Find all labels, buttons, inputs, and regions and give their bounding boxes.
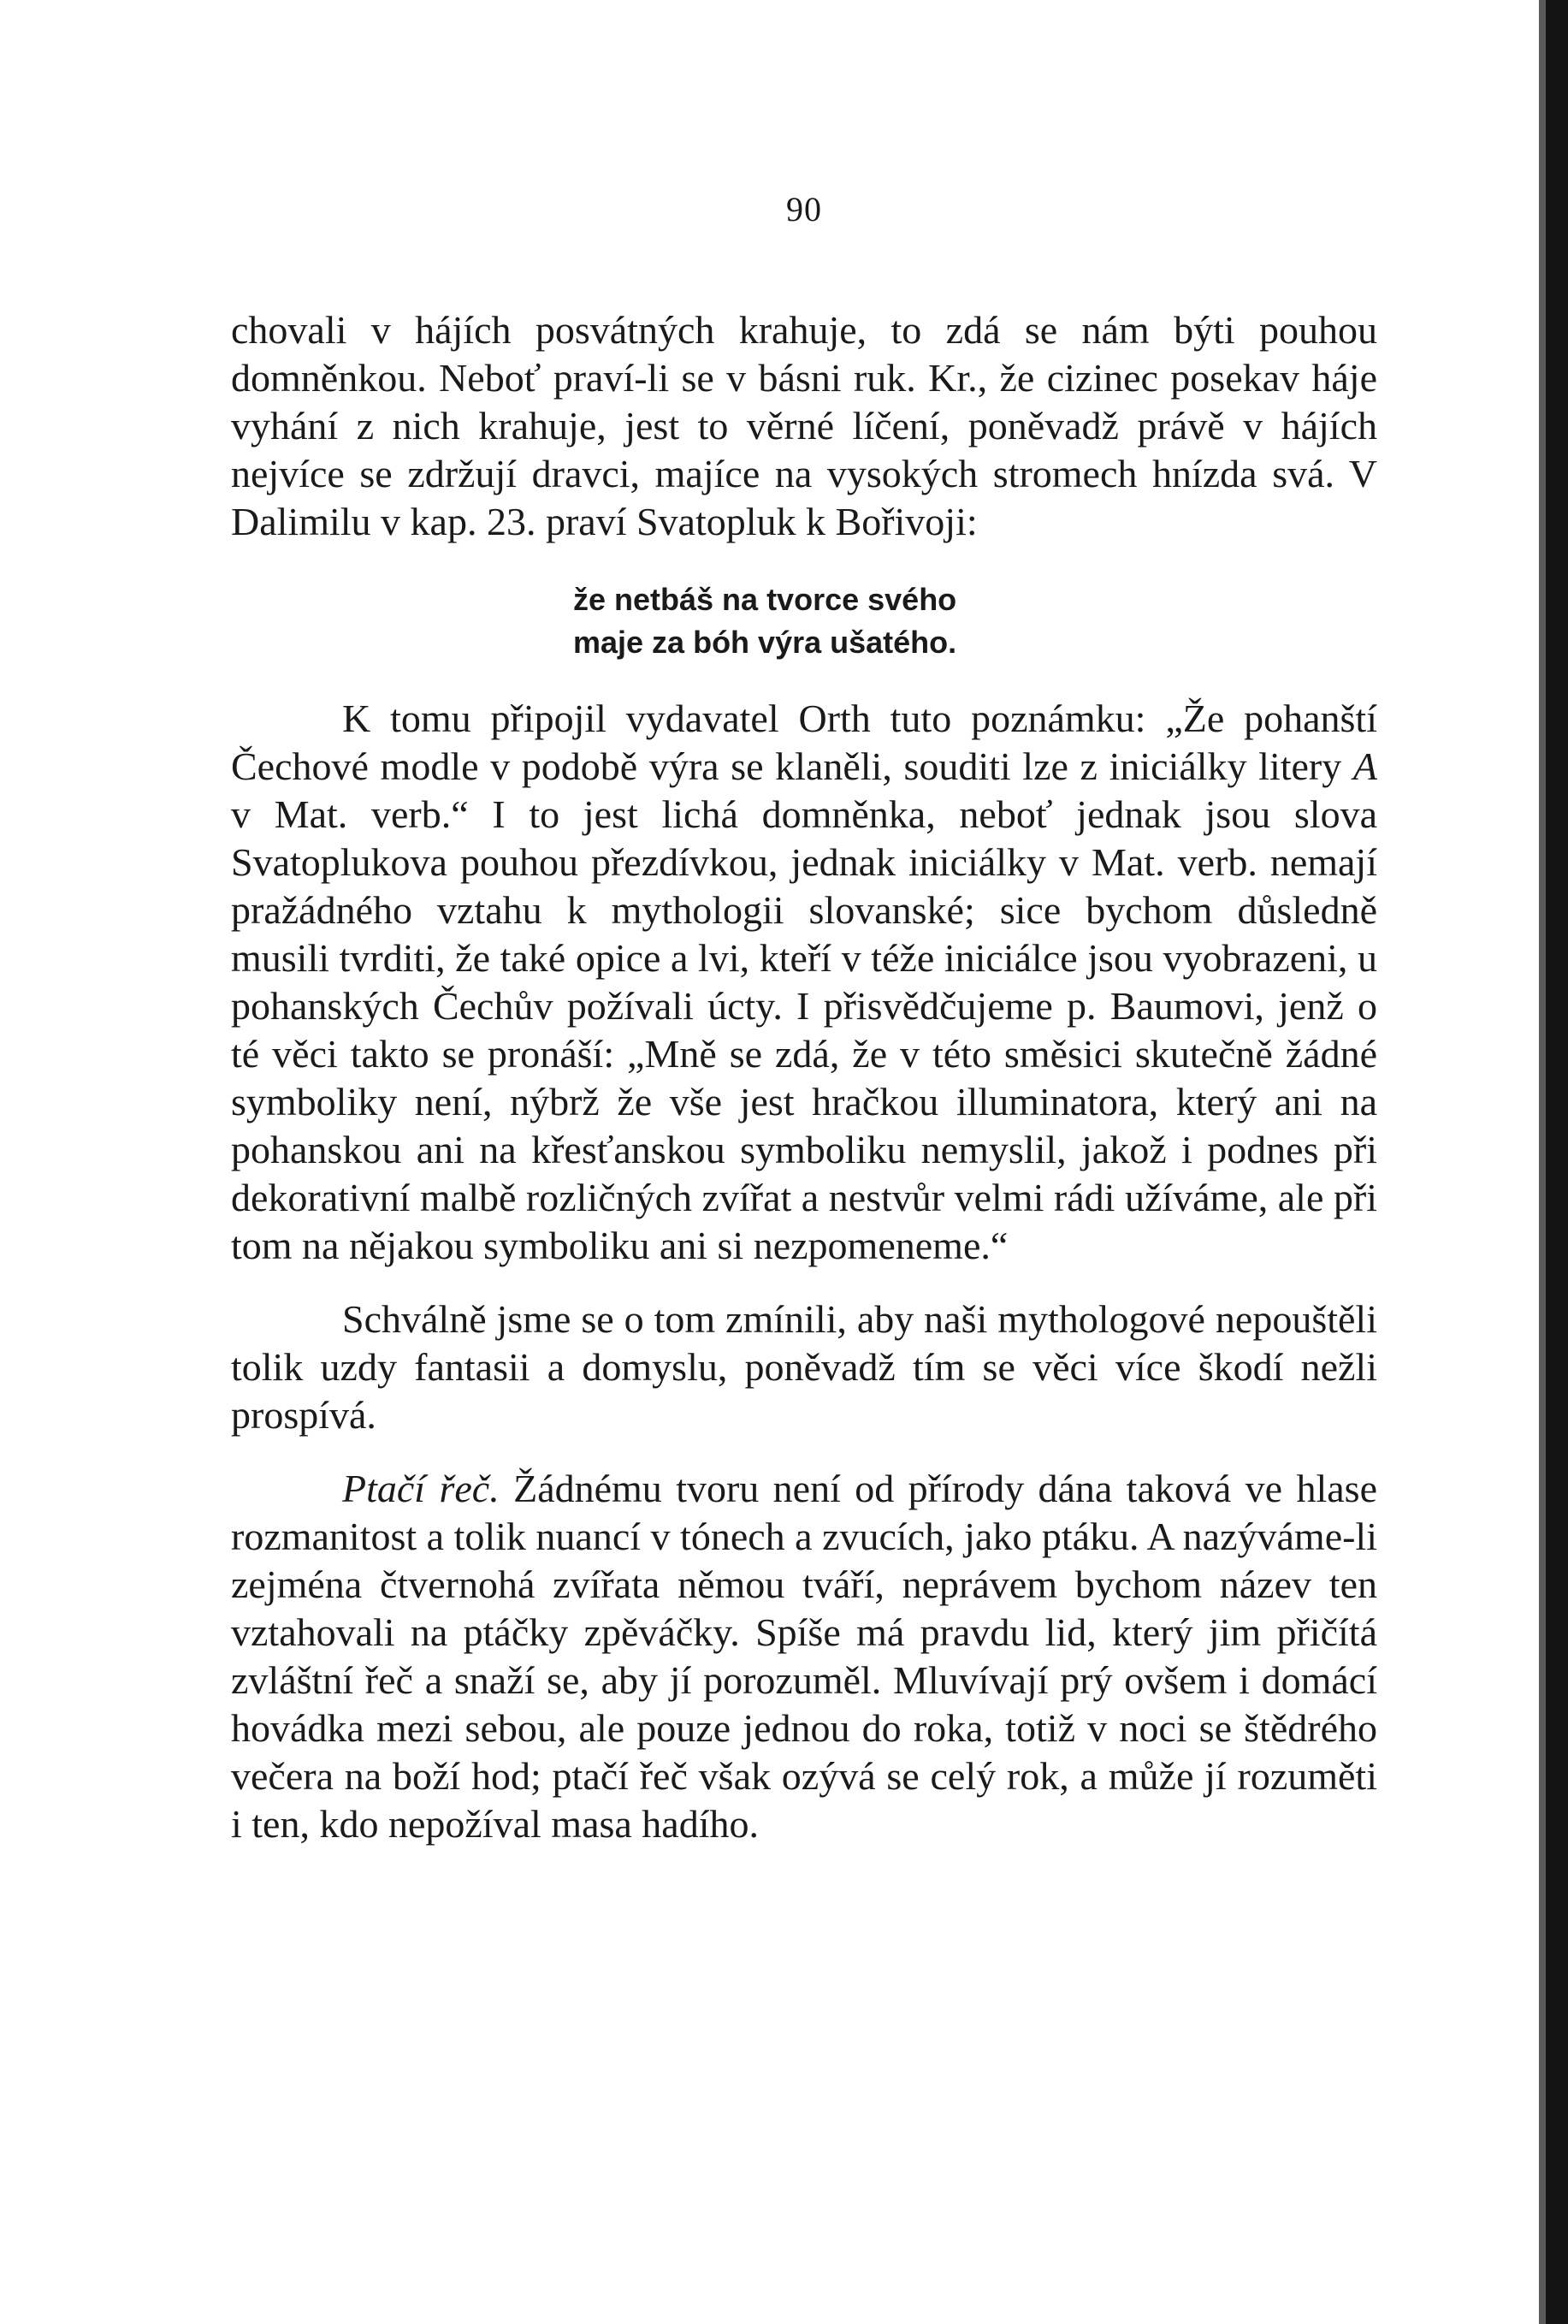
bird-speech-body: Žádnému tvoru není od přírody dána taková ve hlase rozmanitost a tolik nuancí v tónech a zvucích, jako ptáku. A nazýváme-li zejména čtvernohá zvířata němou tváří, neprávem bychom název ten vztahovali na ptáčky zpěváčky. Spíše má pravdu lid, který jim přičítá zvláštní řeč a snaží se, aby jí porozuměl. Mluvívají prý ovšem i domácí hovádka mezi sebou, ale pouze jednou do roka, totiž v noci se štědrého večera na boží hod; ptačí řeč však ozývá se celý rok, a může jí rozuměti i ten, kdo nepožíval masa hadího.: [231, 1467, 1377, 1846]
section-heading-bird-speech: Ptačí řeč.: [342, 1467, 500, 1510]
verse-line-1: že netbáš na tvorce svého: [573, 582, 957, 617]
paragraph-gap: [231, 1439, 1377, 1465]
paragraph-bird-speech: [231, 1465, 1377, 1848]
paragraph-orth-note: [231, 695, 1377, 1270]
scan-border-right: [1539, 0, 1568, 2324]
paragraph-continued: chovali v hájích posvátných krahuje, to zdá se nám býti pouhou domněnkou. Neboť praví-li se v básni ruk. Kr., že cizinec posekav háje vyhání z nich krahuje, jest to věrné líčení, poněvadž právě v hájích nejvíce se zdržují dravci, majíce na vysokých stromech hnízda svá. V Dalimilu v kap. 23. praví Svatopluk k Bořivoji:: [231, 308, 1377, 543]
verse-line-2: maje za bóh výra ušatého.: [573, 625, 957, 660]
scan-border-highlight: [1539, 0, 1546, 2324]
book-page: [231, 188, 1377, 1848]
orth-note-part-1: K tomu připojil vydavatel Orth tuto poznámku: „Že pohanští Čechové modle v podobě výra se klaněli, souditi lze z iniciálky litery: [231, 697, 1377, 788]
page-number: 90: [786, 190, 822, 228]
orth-note-initial-letter: A: [1352, 744, 1377, 788]
paragraph-mythologists: Schválně jsme se o tom zmínili, aby naši mythologové nepouštěli tolik uzdy fantasii a domyslu, poněvadž tím se věci více škodí nežli prospívá.: [231, 1297, 1377, 1437]
verse-quote: [231, 578, 1377, 664]
paragraph-gap: [231, 1270, 1377, 1295]
orth-note-part-2: v Mat. verb.“ I to jest lichá domněnka, neboť jednak jsou slova Svatoplukova pouhou přezdívkou, jednak iniciálky v Mat. verb. nemají pražádného vztahu k mythologii slovanské; sice bychom důsledně musili tvrditi, že také opice a lvi, kteří v téže iniciálce jsou vyobrazeni, u pohanských Čechův požívali úcty. I přisvědčujeme p. Baumovi, jenž o té věci takto se pronáší: „Mně se zdá, že v této směsici skutečně žádné symboliky není, nýbrž že vše jest hračkou illuminatora, který ani na pohanskou ani na křesťanskou symboliku nemyslil, jakož i podnes při dekorativní malbě rozličných zvířat a nestvůr velmi rádi užíváme, ale při tom na nějakou symboliku ani si nezpomeneme.“: [231, 792, 1377, 1267]
